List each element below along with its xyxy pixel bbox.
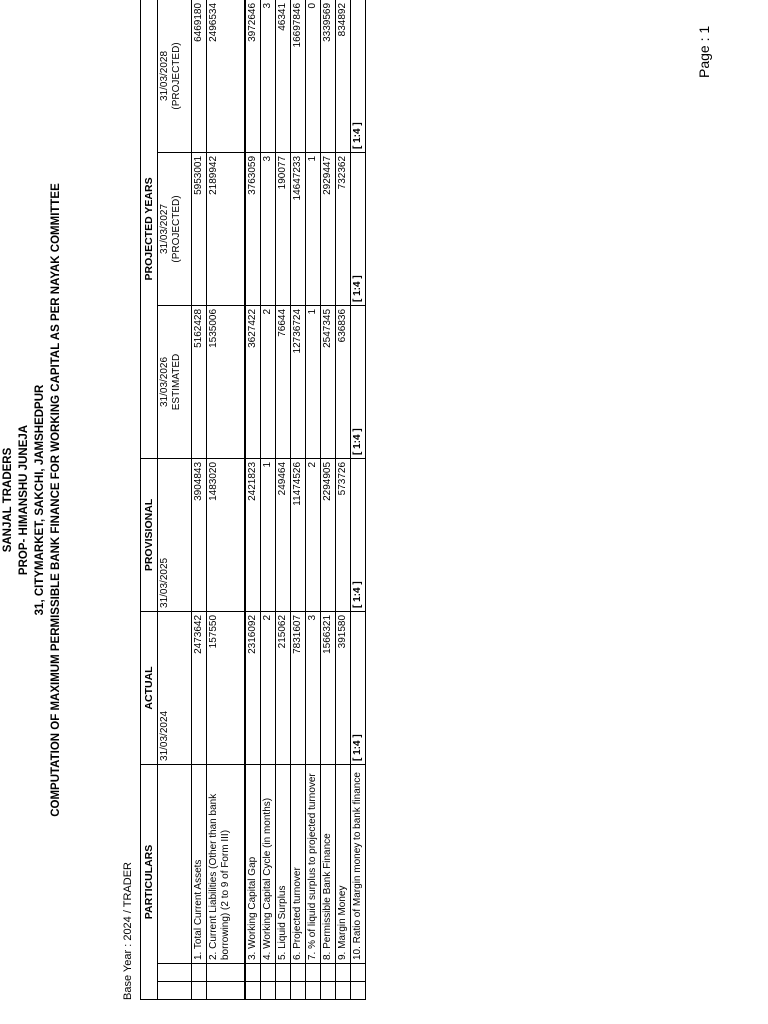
table-row [207, 0, 245, 1000]
year-cell-1 [158, 611, 192, 764]
spacer-cell [335, 964, 350, 982]
header-particulars: PARTICULARS [141, 764, 158, 999]
report-sheet [2, 0, 430, 1000]
value-cell: 834892 [335, 0, 350, 152]
value-cell: [ 1:4 ] [350, 152, 365, 305]
value-cell: 6469180 [192, 0, 207, 152]
value-cell: 2316092 [245, 611, 261, 764]
value-cell: [ 1:4 ] [350, 305, 365, 458]
value-cell: 2473642 [192, 611, 207, 764]
value-cell: 1566321 [320, 611, 335, 764]
header-projected-years: PROJECTED YEARS [141, 0, 158, 458]
value-cell: 5162428 [192, 305, 207, 458]
value-cell: 5953001 [192, 152, 207, 305]
value-cell: 14647233 [290, 152, 305, 305]
year-cell-3 [158, 305, 192, 458]
spacer-cell [290, 964, 305, 982]
value-cell: 2496534 [207, 0, 245, 152]
table-body [192, 0, 366, 1000]
table-row [290, 0, 305, 1000]
row-label: 7. % of liquid surplus to projected turnover [305, 764, 320, 963]
year-sub: (PROJECTED) [171, 195, 182, 263]
mpbf-table [140, 0, 366, 1000]
value-cell: 2 [260, 305, 275, 458]
spacer-cell [192, 982, 207, 1000]
value-cell: 0 [305, 0, 320, 152]
value-cell: 16697846 [290, 0, 305, 152]
value-cell: [ 1:4 ] [350, 0, 365, 152]
value-cell: 2 [260, 611, 275, 764]
value-cell: 732362 [335, 152, 350, 305]
company-name: SANJAL TRADERS [2, 447, 14, 553]
value-cell: 12736724 [290, 305, 305, 458]
report-title: COMPUTATION OF MAXIMUM PERMISSIBLE BANK FINANCE FOR WORKING CAPITAL AS PER NAYAK COMMITTEE [50, 183, 62, 817]
spacer-cell [275, 964, 290, 982]
value-cell: 3904843 [192, 458, 207, 611]
value-cell: 249464 [275, 458, 290, 611]
spacer-cell [320, 982, 335, 1000]
table-row [320, 0, 335, 1000]
base-year-label: Base Year : 2024 / TRADER [122, 862, 134, 1000]
value-cell: 1535006 [207, 305, 245, 458]
row-label: 6. Projected turnover [290, 764, 305, 963]
row-label: 3. Working Capital Gap [245, 764, 261, 963]
table-row [350, 0, 365, 1000]
row-label: 8. Permissible Bank Finance [320, 764, 335, 963]
value-cell: 1 [260, 458, 275, 611]
spacer-cell [260, 964, 275, 982]
header-provisional: PROVISIONAL [141, 458, 158, 611]
table-row [245, 0, 261, 1000]
table-row [275, 0, 290, 1000]
value-cell: 215062 [275, 611, 290, 764]
spacer-cell [207, 982, 245, 1000]
year-cell-2 [158, 458, 192, 611]
spacer-cell [305, 982, 320, 1000]
value-cell: 2189942 [207, 152, 245, 305]
year-date: 31/03/2026 [159, 356, 170, 408]
spacer-cell [192, 964, 207, 982]
value-cell: 2294905 [320, 458, 335, 611]
header-row-groups [141, 0, 158, 1000]
value-cell: 157550 [207, 611, 245, 764]
value-cell: 3972646 [245, 0, 261, 152]
spacer-cell [290, 982, 305, 1000]
value-cell: 573726 [335, 458, 350, 611]
row-label: 10. Ratio of Margin money to bank finance [350, 764, 365, 963]
row-label: 4. Working Capital Cycle (in months) [260, 764, 275, 963]
value-cell: 3 [260, 0, 275, 152]
value-cell: [ 1:4 ] [350, 458, 365, 611]
year-sub: (PROJECTED) [171, 42, 182, 110]
proprietor-name: PROP- HIMANSHU JUNEJA [18, 424, 30, 576]
row-label: 9. Margin Money [335, 764, 350, 963]
header-actual: ACTUAL [141, 611, 158, 764]
value-cell: 3627422 [245, 305, 261, 458]
table-row [192, 0, 207, 1000]
value-cell: 190077 [275, 152, 290, 305]
page-number: Page : 1 [696, 25, 712, 78]
spacer-cell [350, 982, 365, 1000]
spacer-cell [158, 964, 192, 982]
spacer-cell [158, 982, 192, 1000]
value-cell: 2421823 [245, 458, 261, 611]
value-cell: 11474526 [290, 458, 305, 611]
company-address: 31, CITYMARKET, SAKCHI, JAMSHEDPUR [34, 384, 46, 616]
spacer-cell [260, 982, 275, 1000]
row-label: 1. Total Current Assets [192, 764, 207, 963]
row-label: 5. Liquid Surplus [275, 764, 290, 963]
year-date: 31/03/2025 [159, 557, 170, 608]
table-row [260, 0, 275, 1000]
value-cell: 636836 [335, 305, 350, 458]
value-cell: 2547345 [320, 305, 335, 458]
value-cell: 46341 [275, 0, 290, 152]
value-cell: 3 [305, 611, 320, 764]
value-cell: 2929447 [320, 152, 335, 305]
value-cell: 3763059 [245, 152, 261, 305]
value-cell: 7831607 [290, 611, 305, 764]
year-date: 31/03/2027 [159, 203, 170, 255]
year-cell-5 [158, 0, 192, 152]
value-cell: 3339569 [320, 0, 335, 152]
value-cell: 391580 [335, 611, 350, 764]
year-date: 31/03/2024 [159, 710, 170, 761]
spacer-cell [335, 982, 350, 1000]
spacer-cell [305, 964, 320, 982]
value-cell: 2 [305, 458, 320, 611]
value-cell: 1 [305, 305, 320, 458]
value-cell: 76644 [275, 305, 290, 458]
spacer-cell [350, 964, 365, 982]
table-row [305, 0, 320, 1000]
value-cell: 1483020 [207, 458, 245, 611]
value-cell: 3 [260, 152, 275, 305]
spacer-cell [275, 982, 290, 1000]
spacer-cell [207, 964, 245, 982]
spacer-cell [320, 964, 335, 982]
value-cell: 1 [305, 152, 320, 305]
year-sub: ESTIMATED [171, 353, 182, 411]
spacer-cell [158, 764, 192, 963]
year-cell-4 [158, 152, 192, 305]
spacer-cell [245, 964, 261, 982]
report-heading [0, 0, 64, 1000]
row-label: 2. Current Liabilities (Other than bank borrowing) (2 to 9 of Form III) [207, 764, 245, 963]
spacer-cell [245, 982, 261, 1000]
year-date: 31/03/2028 [159, 50, 170, 101]
header-row-years [158, 0, 192, 1000]
table-row [335, 0, 350, 1000]
value-cell: [ 1:4 ] [350, 611, 365, 764]
